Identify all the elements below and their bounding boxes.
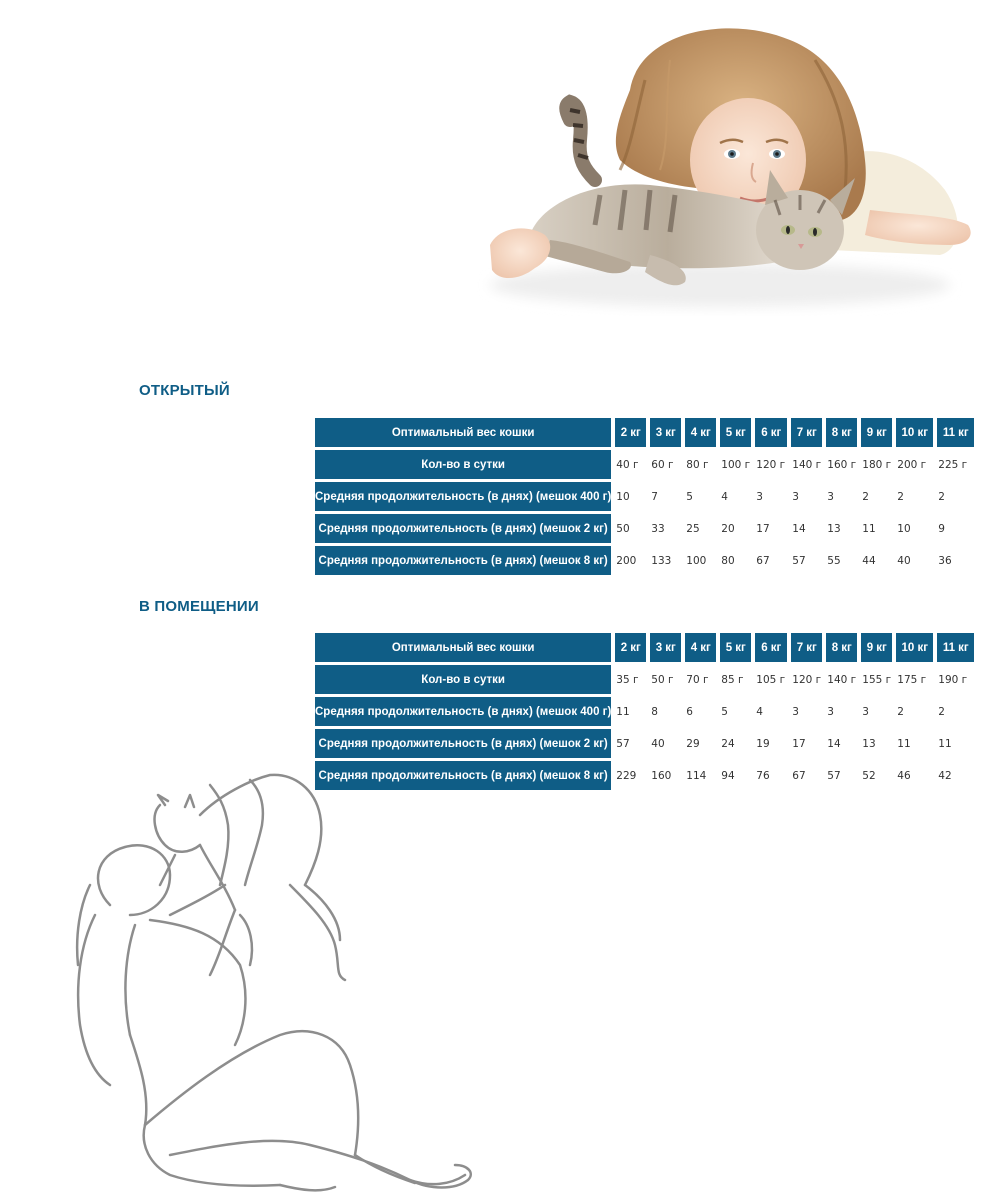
table-cell: 14 [792, 522, 806, 535]
table-cell: 133 [651, 554, 672, 567]
weight-col-header: 3 кг [650, 418, 681, 447]
row-label: Средняя продолжительность (в днях) (мешок 400 г) [315, 697, 611, 726]
table-cell: 225 г [938, 458, 968, 471]
table-row [315, 514, 974, 543]
table-cell: 160 [651, 769, 672, 782]
table-cell: 76 [756, 769, 770, 782]
table-row [315, 729, 974, 758]
weight-col-header: 11 кг [937, 418, 974, 447]
weight-header-row [315, 418, 974, 447]
table-cell: 2 [938, 705, 945, 718]
table-cell: 80 г [686, 458, 709, 471]
weight-col-header: 7 кг [791, 418, 822, 447]
table-cell: 40 г [616, 458, 639, 471]
weight-col-header: 5 кг [720, 418, 751, 447]
weight-col-header: 5 кг [720, 633, 751, 662]
table-cell: 2 [897, 705, 904, 718]
weight-col-header: 6 кг [755, 418, 787, 447]
table-cell: 4 [721, 490, 728, 503]
table-cell: 5 [721, 705, 728, 718]
table-cell: 114 [686, 769, 707, 782]
section-title-indoor: В ПОМЕЩЕНИИ [139, 598, 259, 615]
weight-label: Оптимальный вес кошки [315, 418, 611, 447]
weight-col-header: 4 кг [685, 633, 716, 662]
table-cell: 80 [721, 554, 735, 567]
table-cell: 70 г [686, 673, 709, 686]
table-cell: 10 [897, 522, 911, 535]
hero-photo [470, 20, 980, 320]
table-cell: 11 [862, 522, 876, 535]
table-row [315, 482, 974, 511]
table-row [315, 761, 974, 790]
table-cell: 2 [897, 490, 904, 503]
row-label: Средняя продолжительность (в днях) (мешок 8 кг) [315, 761, 611, 790]
table-cell: 200 [616, 554, 637, 567]
table-cell: 57 [616, 737, 630, 750]
table-cell: 11 [897, 737, 911, 750]
table-cell: 10 [616, 490, 630, 503]
table-cell: 35 г [616, 673, 639, 686]
table-cell: 46 [897, 769, 911, 782]
weight-col-header: 8 кг [826, 633, 857, 662]
row-label: Средняя продолжительность (в днях) (мешок 400 г) [315, 482, 611, 511]
weight-col-header: 10 кг [896, 418, 933, 447]
weight-col-header: 3 кг [650, 633, 681, 662]
table-cell: 6 [686, 705, 693, 718]
row-label: Средняя продолжительность (в днях) (мешок 2 кг) [315, 514, 611, 543]
indoor-feeding-table [311, 630, 978, 793]
weight-col-header: 10 кг [896, 633, 933, 662]
table-cell: 100 [686, 554, 707, 567]
table-cell: 85 г [721, 673, 744, 686]
table-cell: 20 [721, 522, 735, 535]
table-row [315, 450, 974, 479]
table-cell: 105 г [756, 673, 786, 686]
table-cell: 140 г [827, 673, 857, 686]
table-row [315, 546, 974, 575]
table-cell: 2 [862, 490, 869, 503]
table-cell: 4 [756, 705, 763, 718]
table-cell: 3 [827, 705, 834, 718]
table-cell: 13 [862, 737, 876, 750]
table-cell: 13 [827, 522, 841, 535]
table-cell: 7 [651, 490, 658, 503]
row-label: Кол-во в сутки [315, 665, 611, 694]
table-cell: 3 [756, 490, 763, 503]
weight-col-header: 7 кг [791, 633, 822, 662]
weight-col-header: 2 кг [615, 418, 646, 447]
table-cell: 5 [686, 490, 693, 503]
row-label: Средняя продолжительность (в днях) (мешок 2 кг) [315, 729, 611, 758]
table-cell: 229 [616, 769, 637, 782]
table-cell: 160 г [827, 458, 857, 471]
weight-col-header: 4 кг [685, 418, 716, 447]
woman-with-cat-sketch [50, 735, 480, 1200]
table-cell: 57 [827, 769, 841, 782]
weight-col-header: 6 кг [755, 633, 787, 662]
table-cell: 24 [721, 737, 735, 750]
weight-col-header: 9 кг [861, 633, 892, 662]
table-cell: 3 [827, 490, 834, 503]
table-cell: 67 [756, 554, 770, 567]
table-cell: 9 [938, 522, 945, 535]
table-cell: 3 [792, 705, 799, 718]
weight-label: Оптимальный вес кошки [315, 633, 611, 662]
weight-col-header: 8 кг [826, 418, 857, 447]
table-cell: 60 г [651, 458, 674, 471]
table-row [315, 665, 974, 694]
row-label: Средняя продолжительность (в днях) (мешок 8 кг) [315, 546, 611, 575]
table-cell: 44 [862, 554, 876, 567]
section-title-outdoor: ОТКРЫТЫЙ [139, 382, 230, 399]
table-cell: 11 [616, 705, 630, 718]
weight-header-row [315, 633, 974, 662]
table-cell: 52 [862, 769, 876, 782]
table-cell: 67 [792, 769, 806, 782]
table-cell: 100 г [721, 458, 751, 471]
weight-col-header: 9 кг [861, 418, 892, 447]
table-cell: 40 [651, 737, 665, 750]
table-cell: 94 [721, 769, 735, 782]
table-cell: 155 г [862, 673, 892, 686]
table-cell: 25 [686, 522, 700, 535]
table-cell: 19 [756, 737, 770, 750]
table-cell: 120 г [756, 458, 786, 471]
table-row [315, 697, 974, 726]
row-label: Кол-во в сутки [315, 450, 611, 479]
table-cell: 29 [686, 737, 700, 750]
table-cell: 120 г [792, 673, 822, 686]
outdoor-feeding-table [311, 415, 978, 578]
table-cell: 180 г [862, 458, 892, 471]
table-cell: 42 [938, 769, 952, 782]
table-cell: 36 [938, 554, 952, 567]
table-cell: 140 г [792, 458, 822, 471]
weight-col-header: 2 кг [615, 633, 646, 662]
table-cell: 14 [827, 737, 841, 750]
weight-col-header: 11 кг [937, 633, 974, 662]
table-cell: 55 [827, 554, 841, 567]
table-cell: 2 [938, 490, 945, 503]
table-cell: 8 [651, 705, 658, 718]
table-cell: 11 [938, 737, 952, 750]
table-cell: 33 [651, 522, 665, 535]
table-cell: 50 [616, 522, 630, 535]
table-cell: 50 г [651, 673, 674, 686]
table-cell: 190 г [938, 673, 968, 686]
table-cell: 17 [756, 522, 770, 535]
table-cell: 175 г [897, 673, 927, 686]
table-cell: 3 [862, 705, 869, 718]
table-cell: 3 [792, 490, 799, 503]
table-cell: 17 [792, 737, 806, 750]
table-cell: 200 г [897, 458, 927, 471]
table-cell: 57 [792, 554, 806, 567]
table-cell: 40 [897, 554, 911, 567]
